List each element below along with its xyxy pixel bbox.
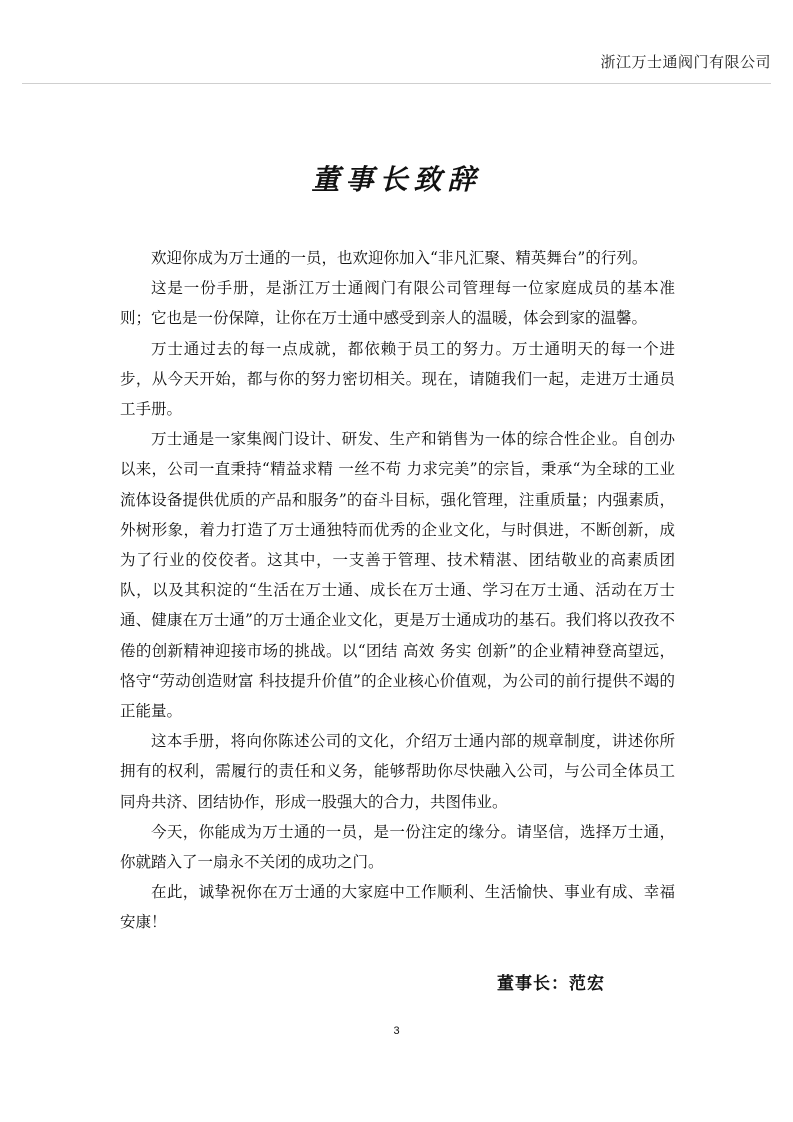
paragraph-handbook-purpose: 这本手册，将向你陈述公司的文化，介绍万士通内部的规章制度，讲述你所拥有的权利，需履行的责任和义务，能够帮助你尽快融入公司，与公司全体员工同舟共济、团结协作，形成一股强大的合力，共图伟业。 bbox=[120, 732, 675, 811]
header-company-name: 浙江万士通阀门有限公司 bbox=[600, 53, 771, 71]
paragraph-welcome: 欢迎你成为万士通的一员，也欢迎你加入“非凡汇聚、精英舞台”的行列。 bbox=[151, 249, 648, 267]
paragraph-handbook: 这是一份手册，是浙江万士通阀门有限公司管理每一位家庭成员的基本准则；它也是一份保障，让你在万士通中感受到亲人的温暖，体会到家的温馨。 bbox=[120, 279, 675, 328]
header-divider bbox=[22, 83, 771, 84]
paragraph-company-profile: 万士通是一家集阀门设计、研发、生产和销售为一体的综合性企业。自创办以来，公司一直秉持“精益求精 一丝不苟 力求完美”的宗旨，秉承“为全球的工业流体设备提供优质的产品和服务”的奋斗目标，强化管理，注重质量；内强素质，外树形象，着力打造了万士通独特而优秀的企业文化，与时俱进，不断创新，成为了行业的佼佼者。这其中，一支善于管理、技术精湛、团结敬业的高素质团队，以及其积淀的“生活在万士通、成长在万士通、学习在万士通、活动在万士通、健康在万士通”的万士通企业文化，更是万士通成功的基石。我们将以孜孜不倦的创新精神迎接市场的挑战。以“团结 高效 务实 创新”的企业精神登高望远，恪守“劳动创造财富 科技提升价值”的企业核心价值观，为公司的前行提供不竭的正能量。 bbox=[120, 430, 675, 721]
letter-body bbox=[120, 243, 675, 938]
paragraph-achievements: 万士通过去的每一点成就，都依赖于员工的努力。万士通明天的每一个进步，从今天开始，都与你的努力密切相关。现在，请随我们一起，走进万士通员工手册。 bbox=[120, 339, 675, 419]
paragraph-wishes: 在此，诚挚祝你在万士通的大家庭中工作顺利、生活愉快、事业有成、幸福安康！ bbox=[120, 883, 675, 932]
chairman-signature: 董事长：范宏 bbox=[497, 974, 605, 994]
page-title: 董事长致辞 bbox=[311, 163, 482, 196]
page-number: 3 bbox=[393, 1025, 400, 1037]
paragraph-destiny: 今天，你能成为万士通的一员，是一份注定的缘分。请坚信，选择万士通，你就踏入了一扇永不关闭的成功之门。 bbox=[120, 822, 675, 872]
